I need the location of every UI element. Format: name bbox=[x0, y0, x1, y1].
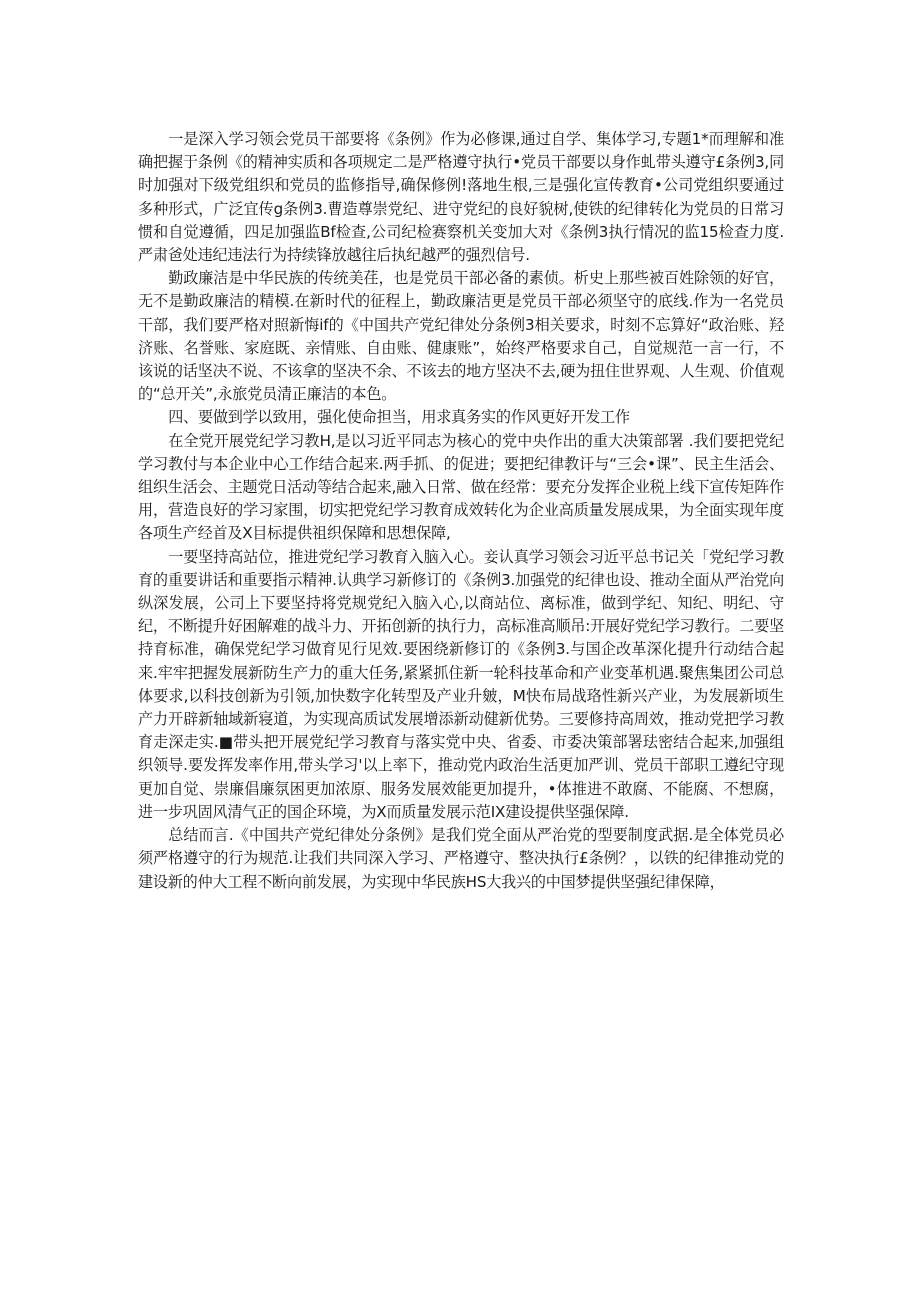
paragraph-study-regulations: 一是深入学习领会党员干部要将《条例》作为必修课,通过自学、集体学习,专题1*而理解和准确把握于条例《的精神实质和各项规定二是严格遵守执行•党员干部要以身作虬带头遵守£条例3,同时加强对下级党组织和党员的监修指导,确保修例!落地生根,三是强化宣传教育•公司党组织要通过多种形式，广泛宜传g条例3.曹造尊崇党纪、进守党纪的良好貌树,使铁的纪律转化为党员的日常习惯和自觉遵循，四足加强监Bf检查,公司纪检赛察机关变加大对《条例3执行情况的监15检查力度.严肃爸处违纪违法行为持续锋放越往后执纪越严的强烈信号. bbox=[138, 130, 784, 265]
paragraph-combine-work: 在全党开展党纪学习教H,是以习近平同志为核心的党中央作出的重大决策部署 .我们要把党纪学习教付与本企业中心工作结合起来.两手抓、的促进；要把纪律教讦与“三会•课”、民主生活会、组织生活会、主题党日活动等结合起来,融入日常、做在经常：要充分发挥企业税上线下宣传矩阵作用，营造良好的学习家围，切实把党纪学习教育成效转化为企业高质量发展成果，为全面实现年度各项生产经首及X目标提供祖织保障和思想保障, bbox=[138, 431, 784, 543]
paragraph-conclusion: 总结而言.《中国共产党纪律处分条例》是我们党全面从严治党的型要制度武据.是全体党员必须严格遵守的行为规范.让我们共同深入学习、严格遵守、整决执行£条例？，以铁的纪律推动党的建设新的仲大工程不断向前发展，为实现中华民族HS大我兴的中国梦提供坚强纪律保障， bbox=[138, 826, 784, 891]
paragraph-three-requirements: 一要坚持高站位，推进党纪学习教育入脑入心。妾认真学习领会习近平总书记关「党纪学习教育的重要讲话和重要指示精神.认典学习新修订的《条例3.加强党的纪律也设、推动全面从严治党向纵深发展，公司上下要坚持将党规党纪入脑入心,以商站位、离标准，做到学纪、知纪、明纪、守纪，不断提升好困解难的战斗力、开拓创新的执行力，高标准高顺吊:开展好党纪学习教行。二要坚持育标准，确保党纪学习做育见行见效.要困绕新修订的《条例3.与国企改革深化提升行动结合起来.牢牢把握发展新防生产力的重大任务,紧紧抓住新一轮科技革命和产业变革机遇.聚焦集团公司总体要求,以科技创新为引领,加快数字化转型及产业升皴，M快布局战珞性新兴产业，为发展新顷生产力开辟新轴域新寝道，为实现高质试发展增添新动健新优势。三要修持高周效，推动党把学习教育走深走实.■带头把开展党纪学习教育与落实党中央、省委、市委决策部署珐密结合起来,加强组织领导.要发挥发率作用,带头学习'以上率下，推动党内政治生活更加严训、党员干部职工遵纪守现更加自觉、崇廉倡廉氛困更加浓原、服务发展效能更加提升，•体推进不敢腐、不能腐、不想腐，进一步巩固风清气正的国企环境，为X而质量发展示范IX建设提供坚强保障. bbox=[138, 547, 784, 821]
paragraph-integrity: 勤政廉洁是中华民族的传统美荏，也是党员干部必备的素侦。析史上那些被百姓除领的好官，无不是勤政廉洁的精模.在新时代的征程上，勤政廉洁更是党员干部必须坚守的底线.作为一名党员干部，我们要严格对照新悔if的《中国共产党纪律处分条例3相关要求，时刻不忘算好“政治账、羟济账、名誉账、家庭既、亲情账、自由账、健康账”，始终严格要求自己，自觉规范一言一行，不该说的话坚决不说、不该拿的坚决不余、不该去的地方坚决不去,硬为扭住世界观、人生观、价值观的“总开关”,永旅党员清正廉洁的本色。 bbox=[138, 269, 784, 404]
document-body bbox=[138, 128, 784, 894]
section-heading-four: 四、要做到学以致用，强化使命担当，用求真务实的作风更好开发工作 bbox=[168, 408, 630, 427]
